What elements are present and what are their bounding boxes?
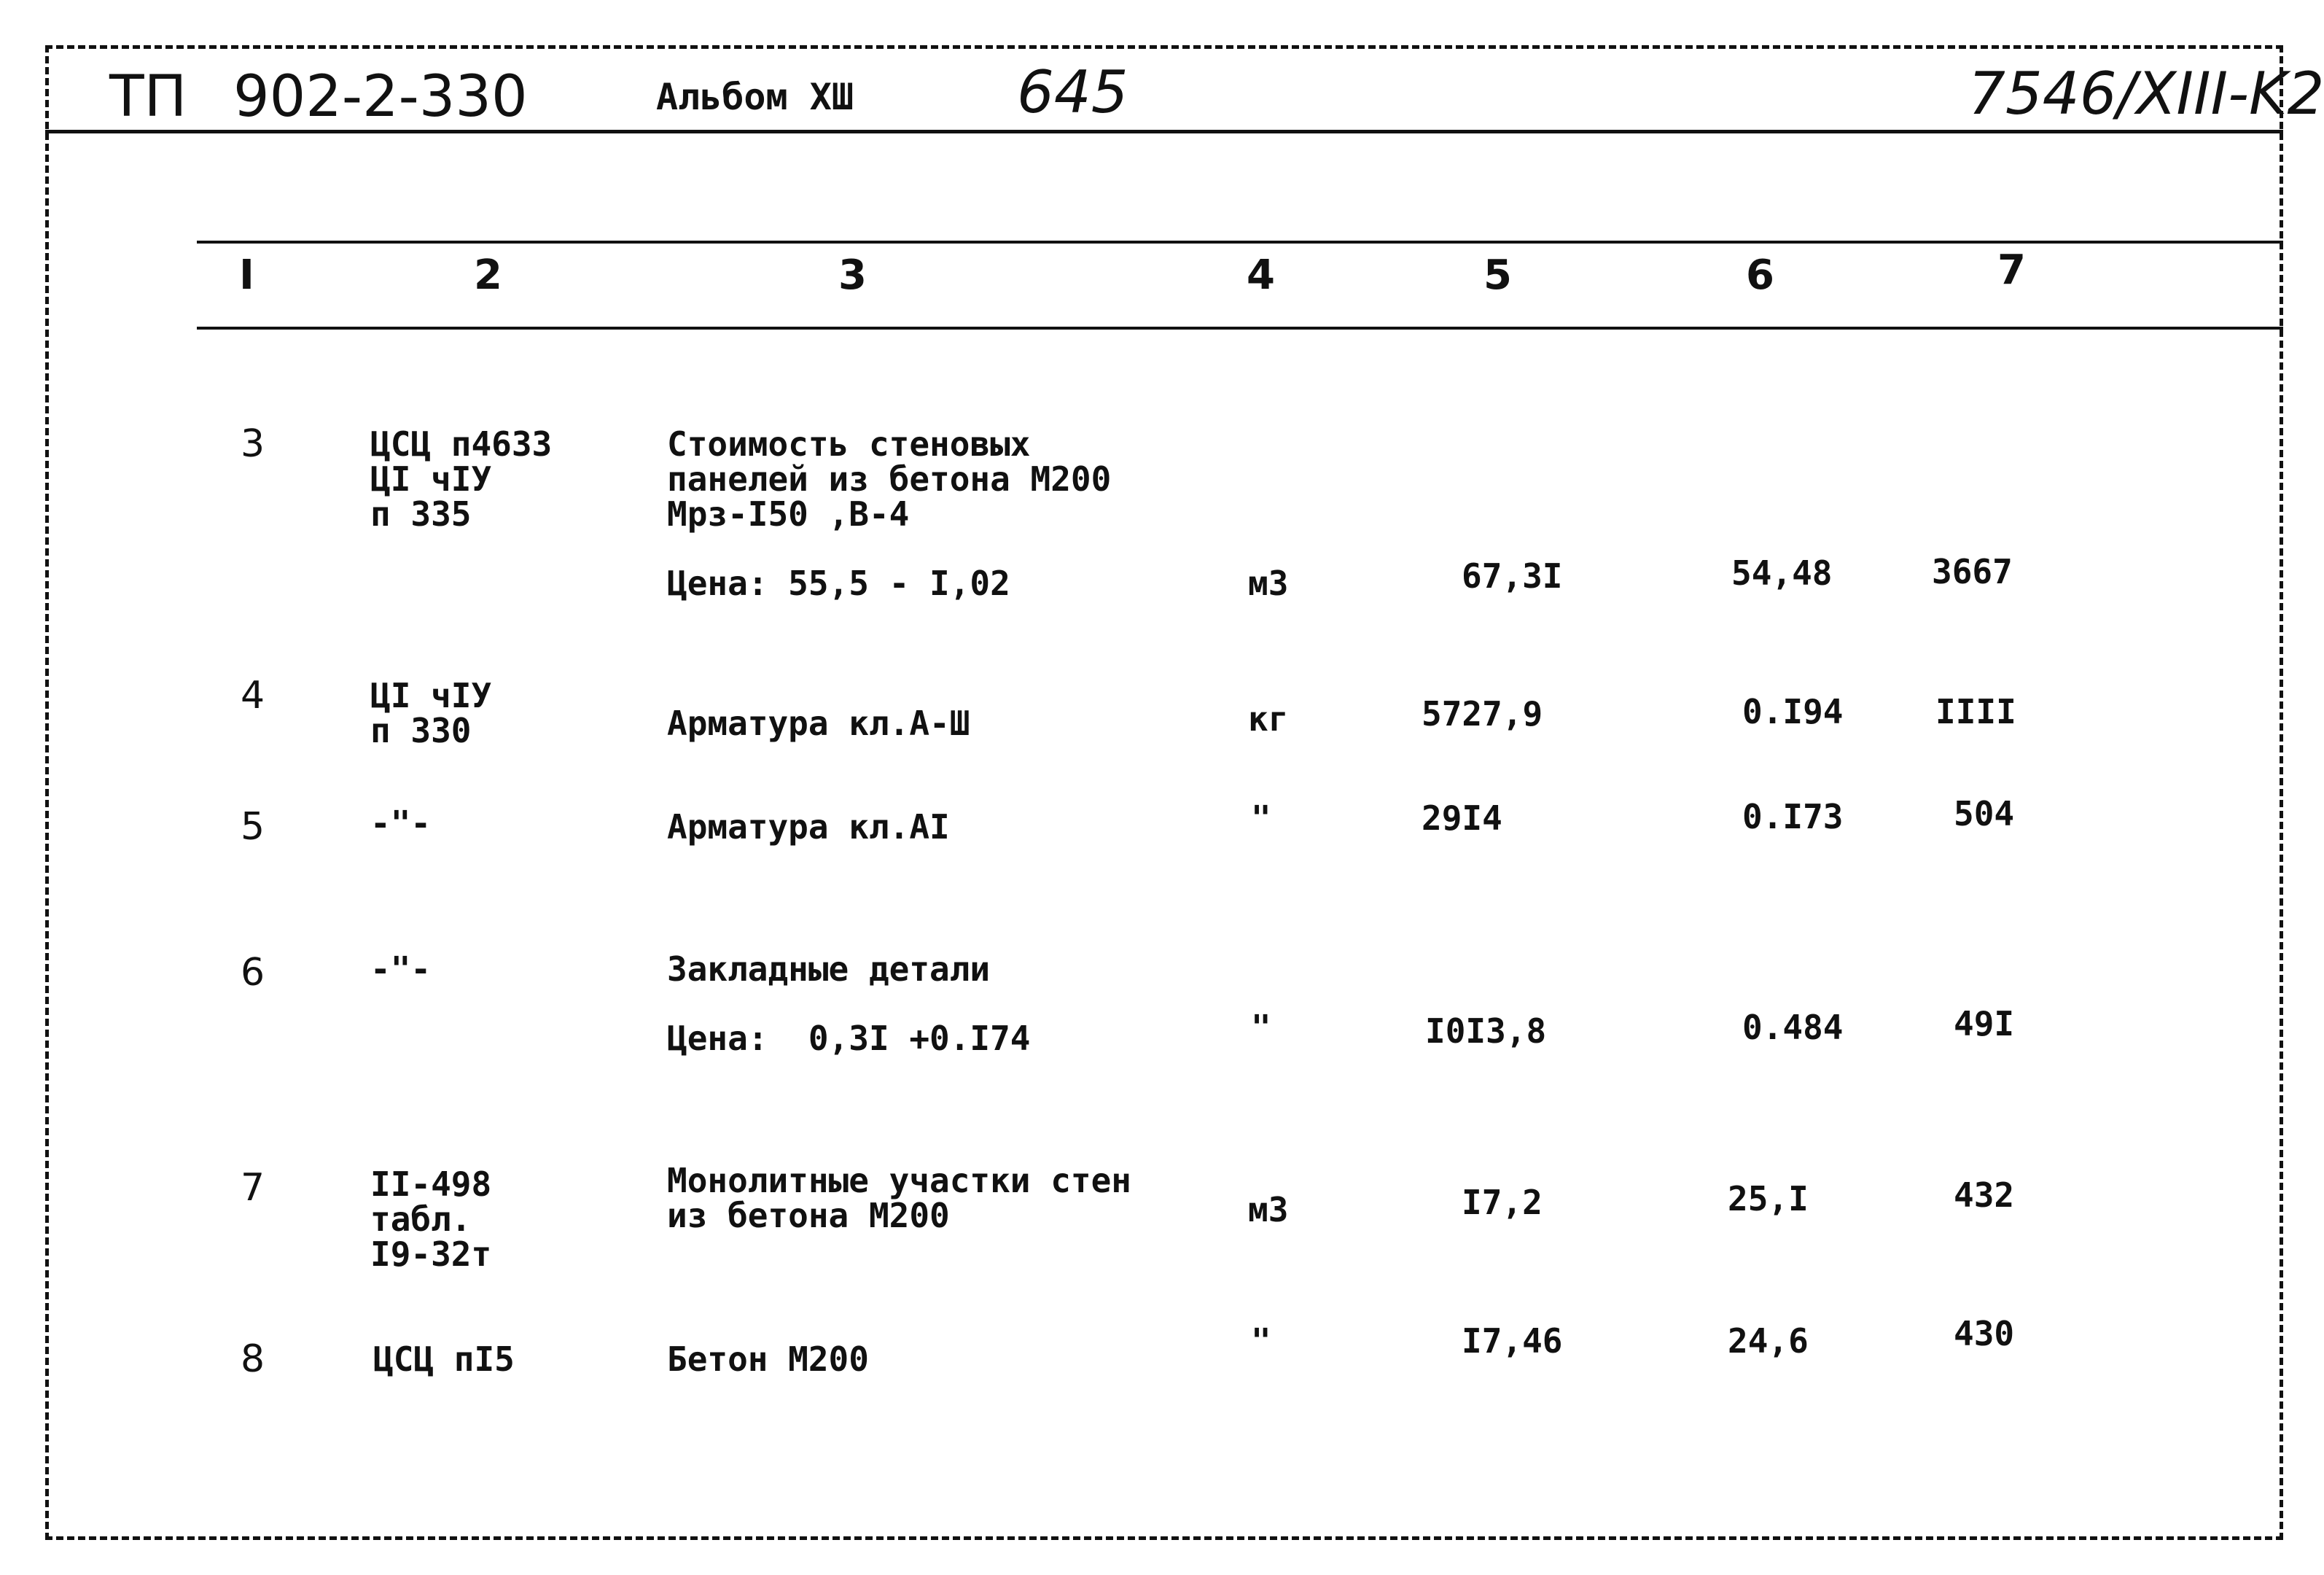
row-price: 24,6 <box>1728 1321 1809 1361</box>
row-description: Арматура кл.А-Ш <box>667 704 970 743</box>
row-quantity: 67,3I <box>1462 556 1563 596</box>
row-unit: м3 <box>1248 564 1289 603</box>
project-code: 902-2-330 <box>233 64 528 130</box>
row-reference: -"- <box>370 949 432 989</box>
row-description: Цена: 0,3I +0.I74 <box>667 1019 1031 1058</box>
page-number: 645 <box>1017 58 1128 126</box>
row-quantity: 5727,9 <box>1422 694 1543 734</box>
row-total: 504 <box>1954 794 2015 833</box>
row-number: 6 <box>241 951 265 995</box>
row-total: 430 <box>1954 1314 2015 1353</box>
row-number: 7 <box>241 1166 265 1210</box>
row-total: IIII <box>1935 692 2016 731</box>
row-total: 3667 <box>1932 552 2013 591</box>
row-reference: II-498 табл. I9-32т <box>370 1164 492 1274</box>
row-reference: -"- <box>370 804 432 843</box>
col-header-5: 5 <box>1483 252 1512 299</box>
row-unit: " <box>1251 1321 1271 1361</box>
row-quantity: I0I3,8 <box>1425 1011 1547 1051</box>
row-quantity: I7,46 <box>1462 1321 1563 1361</box>
row-description: Арматура кл.АI <box>667 807 950 847</box>
row-number: 4 <box>241 674 265 718</box>
row-quantity: 29I4 <box>1422 798 1502 838</box>
col-header-2: 2 <box>474 252 502 299</box>
row-total: 432 <box>1954 1175 2015 1215</box>
row-number: 5 <box>241 805 265 849</box>
sheet-code: 7546/XIII-K2 <box>1968 60 2324 128</box>
row-reference: ЦI чIУ п 330 <box>370 676 492 750</box>
table-top-rule <box>197 241 2283 244</box>
row-unit: " <box>1251 798 1271 838</box>
col-header-7: 7 <box>1997 246 2026 294</box>
row-unit: м3 <box>1248 1190 1289 1229</box>
row-price: 0.484 <box>1742 1008 1844 1047</box>
row-quantity: I7,2 <box>1462 1183 1543 1222</box>
row-reference: ЦСЦ п4633 ЦI чIУ п 335 <box>370 424 553 534</box>
row-description: Закладные детали <box>667 949 991 989</box>
row-reference: ЦСЦ пI5 <box>373 1339 515 1379</box>
col-header-4: 4 <box>1247 252 1275 299</box>
row-number: 3 <box>241 422 265 466</box>
row-price: 25,I <box>1728 1179 1809 1218</box>
row-total: 49I <box>1954 1004 2015 1043</box>
page-frame <box>45 45 2283 1540</box>
row-price: 0.I73 <box>1742 797 1844 836</box>
row-price: 0.I94 <box>1742 692 1844 731</box>
row-number: 8 <box>241 1337 265 1381</box>
table-header-rule <box>197 327 2283 330</box>
row-description: Монолитные участки стен из бетона М200 <box>667 1161 1131 1235</box>
row-description: Бетон М200 <box>667 1339 869 1379</box>
col-header-1: I <box>239 252 254 299</box>
col-header-6: 6 <box>1746 252 1774 299</box>
header-rule <box>45 130 2283 133</box>
row-description: Стоимость стеновых панелей из бетона М200 Мрз-I50 ,В-4 <box>667 424 1112 534</box>
row-unit: кг <box>1248 699 1289 739</box>
col-header-3: 3 <box>838 252 867 299</box>
album-label: Альбом ХШ <box>656 76 854 118</box>
tp-label: ТП <box>109 64 187 130</box>
row-description: Цена: 55,5 - I,02 <box>667 564 1010 603</box>
row-unit: " <box>1251 1008 1271 1047</box>
row-price: 54,48 <box>1731 553 1833 593</box>
